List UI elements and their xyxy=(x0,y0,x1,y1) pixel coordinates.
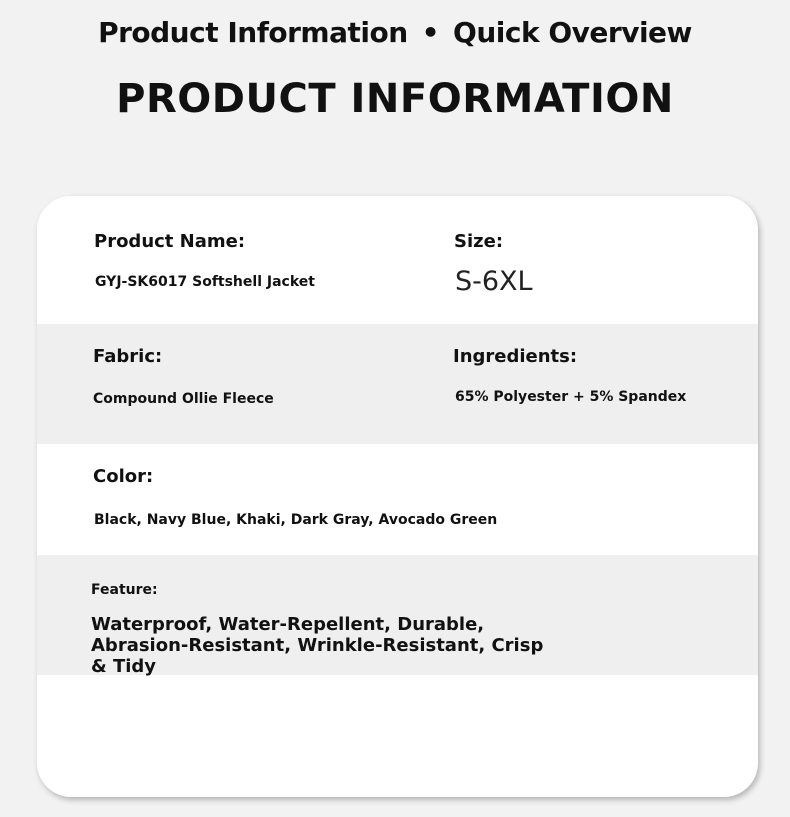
size-value: S-6XL xyxy=(455,266,533,297)
row-name-size xyxy=(37,196,758,324)
feature-label: Feature: xyxy=(91,582,158,598)
subheading-left: Product Information xyxy=(98,16,408,49)
color-label: Color: xyxy=(93,466,154,487)
page-title: PRODUCT INFORMATION xyxy=(116,76,674,122)
ingredients-value: 65% Polyester + 5% Spandex xyxy=(455,389,687,405)
fabric-value: Compound Ollie Fleece xyxy=(93,391,274,407)
fabric-label: Fabric: xyxy=(93,346,163,367)
separator-dot: • xyxy=(421,16,440,49)
row-fabric-ingredients xyxy=(37,324,758,444)
product-name-value: GYJ-SK6017 Softshell Jacket xyxy=(95,274,315,290)
row-feature xyxy=(37,555,758,675)
ingredients-label: Ingredients: xyxy=(453,346,578,367)
row-color xyxy=(37,444,758,555)
size-label: Size: xyxy=(454,231,504,252)
color-value: Black, Navy Blue, Khaki, Dark Gray, Avocado Green xyxy=(94,512,498,528)
subheading-right: Quick Overview xyxy=(453,16,692,49)
product-info-card xyxy=(37,196,758,797)
page-subheading xyxy=(0,16,790,49)
product-name-label: Product Name: xyxy=(94,231,246,252)
feature-value: Waterproof, Water-Repellent, Durable, Abrasion-Resistant, Wrinkle-Resistant, Crisp & Tidy xyxy=(91,614,544,677)
